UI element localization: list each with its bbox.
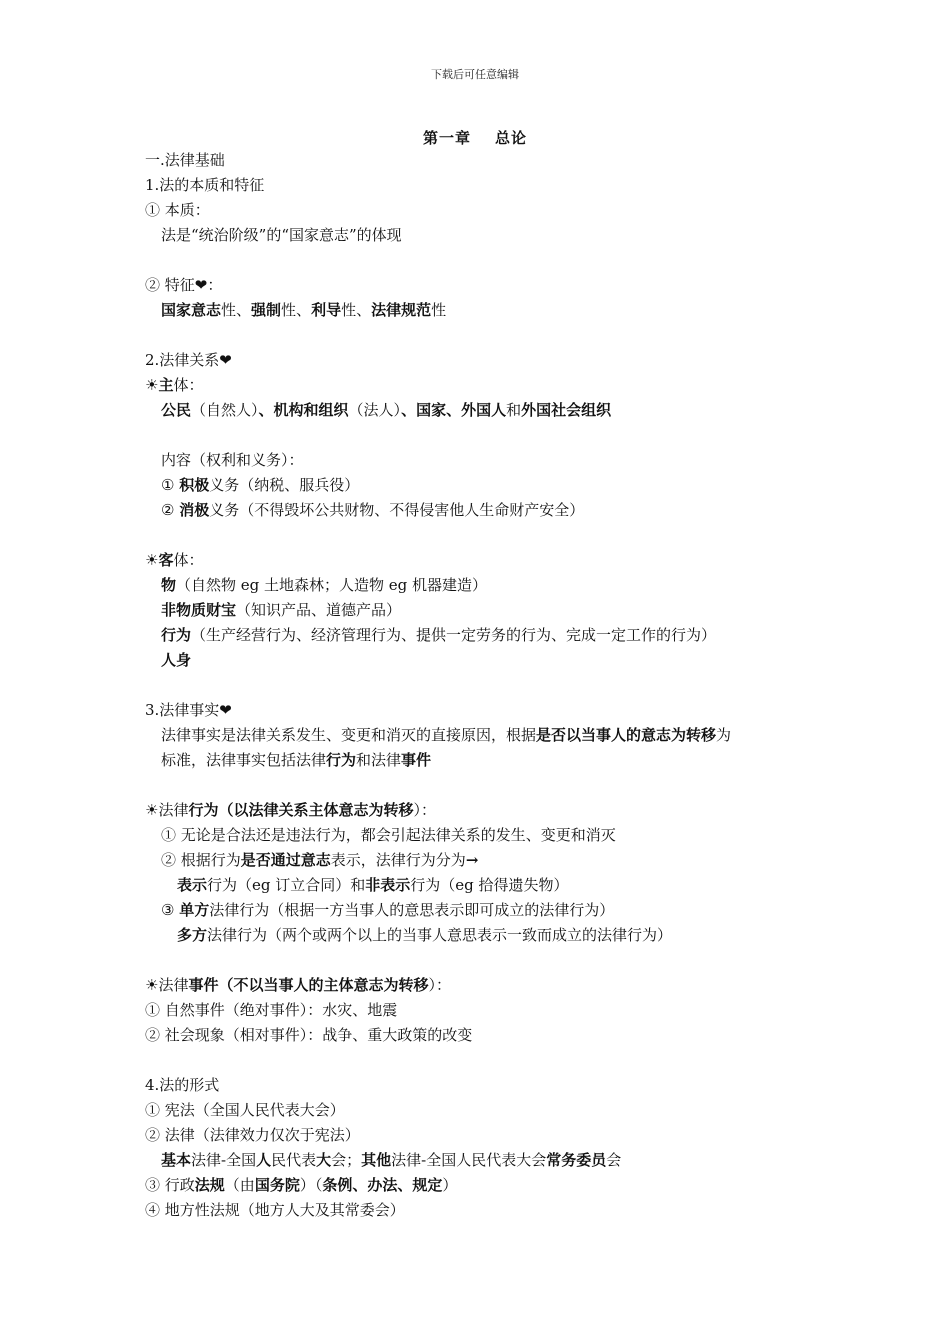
bold-text: 国务院: [254, 1176, 300, 1194]
bold-text: 外国社会组织: [521, 401, 612, 419]
text-segment: 民代表: [271, 1151, 317, 1169]
text-segment: 2.法律关系❤: [145, 351, 232, 369]
text-segment: 法律-全国: [191, 1151, 257, 1169]
text-line: [145, 273, 222, 297]
text-segment: 行为（eg 订立合同）和: [207, 876, 366, 894]
text-line: [161, 748, 431, 772]
text-line: [145, 798, 436, 822]
text-segment: 法律-全国人民代表大会: [391, 1151, 547, 1169]
bold-text: 非表示: [365, 876, 411, 894]
text-line: [145, 173, 264, 197]
text-segment: 性、: [281, 301, 312, 319]
bold-text: 表示: [177, 876, 208, 894]
text-segment: ①: [161, 476, 180, 494]
text-segment: （自然人）: [191, 401, 259, 419]
text-line: [145, 548, 203, 572]
text-segment: ）：: [413, 801, 436, 819]
text-line: [145, 998, 397, 1022]
bold-text: 利导: [311, 301, 342, 319]
text-segment: 法是“统治阶级”的“国家意志”的体现: [161, 226, 402, 244]
text-segment: （自然物 eg 土地森林；人造物 eg 机器建造）: [176, 576, 488, 594]
bold-text: 积极: [179, 476, 210, 494]
text-line: [145, 348, 232, 372]
text-line: [161, 823, 616, 847]
text-line: [161, 1148, 621, 1172]
text-segment: 4.法的形式: [145, 1076, 220, 1094]
bold-text: 条例、办法、规定: [322, 1176, 443, 1194]
text-segment: 一.法律基础: [145, 151, 225, 169]
chapter-name: 总论: [495, 129, 528, 147]
text-line: [161, 573, 487, 597]
text-segment: ☀: [145, 376, 159, 394]
text-line: [161, 598, 401, 622]
text-segment: 义务（不得毁坏公共财物、不得侵害他人生命财产安全）: [209, 501, 585, 519]
text-segment: 3.法律事实❤: [145, 701, 232, 719]
text-line: [161, 723, 731, 747]
text-segment: ① 宪法（全国人民代表大会）: [145, 1101, 345, 1119]
bold-text: 国家意志: [161, 301, 222, 319]
bold-text: 其他: [361, 1151, 392, 1169]
text-segment: ③: [161, 901, 180, 919]
text-segment: 法律行为（两个或两个以上的当事人意思表示一致而成立的法律行为）: [207, 926, 673, 944]
bold-text: 物: [161, 576, 177, 594]
text-line: [161, 398, 611, 422]
text-line: [161, 648, 191, 672]
bold-text: 人身: [161, 651, 192, 669]
bold-text: 、国家、外国人: [401, 401, 507, 419]
bold-text: 非物质财宝: [161, 601, 237, 619]
bold-text: 法规: [194, 1176, 225, 1194]
text-segment: ）: [442, 1176, 458, 1194]
bold-text: 行为（以法律关系主体意志为转移: [188, 801, 414, 819]
text-line: [161, 898, 614, 922]
text-segment: 1.法的本质和特征: [145, 176, 265, 194]
bold-text: 是否以当事人的意志为转移: [536, 726, 717, 744]
bold-text: 强制: [251, 301, 282, 319]
text-line: [145, 973, 451, 997]
text-line: [145, 1123, 360, 1147]
text-line: [145, 1098, 345, 1122]
bold-text: 事件（不以当事人的主体意志为转移: [188, 976, 429, 994]
bold-text: 基本: [161, 1151, 192, 1169]
text-segment: 和: [506, 401, 522, 419]
text-line: [161, 623, 716, 647]
text-segment: 性、: [341, 301, 372, 319]
text-segment: 义务（纳税、服兵役）: [209, 476, 360, 494]
text-segment: 法律行为（根据一方当事人的意思表示即可成立的法律行为）: [209, 901, 615, 919]
text-segment: ☀法律: [145, 976, 189, 994]
text-segment: 为: [716, 726, 732, 744]
text-segment: （生产经营行为、经济管理行为、提供一定劳务的行为、完成一定工作的行为）: [191, 626, 717, 644]
text-line: [145, 1198, 405, 1222]
bold-text: 、机构和组织: [258, 401, 349, 419]
bold-text: 主: [158, 376, 174, 394]
bold-text: 大: [316, 1151, 332, 1169]
text-line: [161, 223, 402, 247]
bold-text: 人: [256, 1151, 272, 1169]
text-segment: ☀法律: [145, 801, 189, 819]
text-segment: 体：: [173, 376, 204, 394]
text-line: [145, 1023, 472, 1047]
text-segment: ②: [161, 501, 180, 519]
text-line: [177, 873, 569, 897]
bold-text: 事件: [401, 751, 432, 769]
text-line: [161, 498, 584, 522]
text-segment: ④ 地方性法规（地方人大及其常委会）: [145, 1201, 405, 1219]
chapter-number: 第一章: [422, 129, 471, 147]
bold-text: 客: [158, 551, 174, 569]
text-segment: 行为（eg 拾得遗失物）: [410, 876, 569, 894]
text-segment: ① 自然事件（绝对事件）：水灾、地震: [145, 1001, 398, 1019]
bold-text: 消极: [179, 501, 210, 519]
text-segment: ② 根据行为: [161, 851, 241, 869]
text-line: [145, 1173, 457, 1197]
bold-text: 单方: [179, 901, 210, 919]
text-segment: 标准，法律事实包括法律: [161, 751, 327, 769]
bold-text: 行为: [326, 751, 357, 769]
text-segment: 性: [431, 301, 447, 319]
page-header: 下载后可任意编辑: [431, 68, 519, 81]
text-line: [145, 1073, 219, 1097]
text-line: [161, 448, 304, 472]
text-segment: （由: [224, 1176, 255, 1194]
text-segment: 体：: [173, 551, 204, 569]
bold-text: 法律规范: [371, 301, 432, 319]
bold-text: →: [465, 851, 479, 869]
text-line: [161, 473, 359, 497]
text-segment: ② 社会现象（相对事件）：战争、重大政策的改变: [145, 1026, 473, 1044]
text-segment: 性、: [221, 301, 252, 319]
bold-text: 常务委员: [546, 1151, 607, 1169]
text-line: [145, 698, 232, 722]
text-segment: 和法律: [356, 751, 402, 769]
bold-text: 是否通过意志: [240, 851, 331, 869]
text-segment: 会；: [331, 1151, 362, 1169]
text-line: [161, 848, 478, 872]
text-segment: （知识产品、道德产品）: [236, 601, 402, 619]
text-segment: ② 特征❤：: [145, 276, 223, 294]
text-segment: （法人）: [348, 401, 402, 419]
bold-text: 行为: [161, 626, 192, 644]
text-line: [161, 298, 446, 322]
text-line: [177, 923, 672, 947]
text-segment: 表示，法律行为分为: [330, 851, 466, 869]
text-segment: ② 法律（法律效力仅次于宪法）: [145, 1126, 360, 1144]
text-segment: 内容（权利和义务）：: [161, 451, 304, 469]
text-segment: ① 本质：: [145, 201, 210, 219]
bold-text: 多方: [177, 926, 208, 944]
text-segment: ③ 行政: [145, 1176, 195, 1194]
text-segment: ☀: [145, 551, 159, 569]
text-segment: ）：: [428, 976, 451, 994]
text-segment: 会: [606, 1151, 622, 1169]
text-line: [145, 198, 210, 222]
bold-text: 公民: [161, 401, 192, 419]
text-line: [145, 373, 203, 397]
text-segment: 法律事实是法律关系发生、变更和消灭的直接原因，根据: [161, 726, 537, 744]
chapter-title: [0, 127, 950, 148]
text-segment: ① 无论是合法还是违法行为，都会引起法律关系的发生、变更和消灭: [161, 826, 616, 844]
text-line: [145, 148, 225, 172]
text-segment: ）（: [299, 1176, 323, 1194]
